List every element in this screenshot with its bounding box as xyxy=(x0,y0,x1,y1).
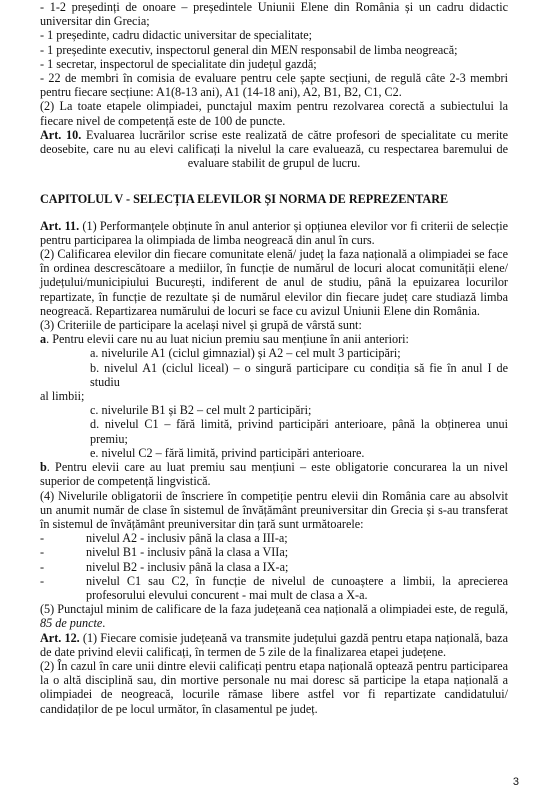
article-11-p3: (3) Criteriile de participare la același nivel și grupă de vârstă sunt: xyxy=(40,318,362,333)
list-item xyxy=(40,574,508,602)
article-10-line-3: evaluare stabilit de grupul de lucru. xyxy=(187,156,361,171)
article-text: (1) Performanțele obținute în anul anterior și opțiunea elevilor vor fi criterii de selecție pentru participarea la olimpiada de limba neogreacă din anul în curs. xyxy=(40,218,508,247)
list-item: b. nivelul A1 (ciclul liceal) – o singură participare cu condiția să fie în anul I de studiu xyxy=(90,360,508,389)
article-text: (1) Fiecare comisie județeană va transmite județului gazdă pentru etapa națională, baza de date privind elevii calificați, în termen de 5 zile de la finalizarea etapei județene. xyxy=(40,630,508,659)
article-label: Art. 11. xyxy=(40,218,80,233)
dash-mark: - xyxy=(40,559,45,574)
article-10 xyxy=(40,128,508,171)
article-12-p2: (2) În cazul în care unii dintre elevii calificați pentru etapa națională optează pentru participarea la o altă disciplină sau, din mortive personale nu mai doresc să participe la etapa națională a olimpiadei de neogreacă, locurile rămase libere astfel vor fi repartizate candidatului/ candidaților de pe locul următor, în clasamentul pe județ. xyxy=(40,658,508,716)
item-text: . Pentru elevii care nu au luat niciun premiu sau mențiune în anii anteriori: xyxy=(46,332,409,347)
article-12 xyxy=(40,631,508,716)
paragraph: (2) La toate etapele olimpiadei, punctajul maxim pentru rezolvarea corectă a subiectului la fiecare nivel de competență este de 100 de puncte. xyxy=(40,99,508,128)
list-item: e. nivelul C2 – fără limită, privind participări anterioare. xyxy=(90,445,365,460)
article-11-p1 xyxy=(40,219,508,247)
item-label: a xyxy=(40,332,47,347)
page-content xyxy=(40,0,508,716)
article-11-p4: (4) Nivelurile obligatorii de înscriere în competiție pentru elevii din România care au absolvit un anumit număr de clase în sistemul de învățământ preuniversitar din Grecia și s-au transferat în sistemul de învățământ preuniversitar din țară sunt următoarele: xyxy=(40,488,508,531)
list-item-continuation: al limbii; xyxy=(40,389,85,404)
list-item xyxy=(40,531,508,545)
paragraph-text: (5) Punctajul minim de calificare de la faza județeană cea națională a olimpiadei este, de regulă, xyxy=(40,602,508,617)
list-item-text: nivelul C1 sau C2, în funcție de nivelul de cunoaștere a limbii, la aprecierea profesorului elevului concurent - mai mult de clasa a X-a. xyxy=(86,573,508,602)
list-item xyxy=(40,545,508,559)
article-12-p1 xyxy=(40,631,508,659)
chapter-title: CAPITOLUL V - SELECȚIA ELEVILOR ȘI NORMA DE REPREZENTARE xyxy=(40,192,449,207)
article-11-a xyxy=(40,332,508,346)
article-label: Art. 12. xyxy=(40,630,80,645)
list-item: d. nivelul C1 – fără limită, privind participări anterioare, până la obținerea unui premiu; xyxy=(90,417,508,446)
italic-text: 85 de puncte xyxy=(40,616,103,631)
list-item: - 1 președinte, cadru didactic universitar de specialitate; xyxy=(40,28,313,43)
article-10-line-1 xyxy=(40,128,508,142)
list-item xyxy=(40,560,508,574)
article-11 xyxy=(40,219,508,631)
list-item-text: nivelul A2 - inclusiv până la clasa a III-a; xyxy=(86,531,288,546)
list-item: - 1-2 președinți de onoare – președintele Uniunii Elene din România și un cadru didactic universitar din Grecia; xyxy=(40,0,508,29)
article-text: Evaluarea lucrărilor scrise este realizată de către profesori de specialitate cu merite xyxy=(81,127,508,142)
paragraph-end: . xyxy=(102,616,106,631)
dash-mark: - xyxy=(40,573,45,588)
list-item: - 22 de membri în comisia de evaluare pentru cele șapte secțiuni, de regulă câte 2-3 membri pentru fiecare secțiune: A1(8-13 ani), A1 (14-18 ani), A2, B1, B2, C1, C2. xyxy=(40,71,508,100)
article-label: Art. 10. xyxy=(40,127,82,142)
list-item: c. nivelurile B1 și B2 – cel mult 2 participări; xyxy=(90,403,312,418)
list-item-text: nivelul B2 - inclusiv până la clasa a IX-a; xyxy=(86,559,289,574)
list-item: - 1 președinte executiv, inspectorul general din MEN responsabil de limba neogreacă; xyxy=(40,42,458,57)
article-11-b xyxy=(40,460,508,488)
article-11-p5 xyxy=(40,602,508,630)
article-11-p2: (2) Calificarea elevilor din fiecare comunitate elenă/ județ la faza națională a olimpiadei se face în ordinea descrescătoare a mediilor, în funcție de numărul de locuri alocat comunității elene/ județului/municipiului București, indiferent de anul de studiu, până la epuizarea locurilor repartizate, în funcție de rezultate și de numărul elevilor din fiecare județ care studiază limba neogreacă. Repartizarea numărului de locuri se face cu avizul Uniunii Elene din România. xyxy=(40,247,508,318)
dash-mark: - xyxy=(40,531,45,546)
list-item: a. nivelurile A1 (ciclul gimnazial) și A2 – cel mult 3 participări; xyxy=(90,346,401,361)
article-10-line-2: deosebite, care nu au elevi calificați la nivelul la care evaluează, cu respectarea baremului de xyxy=(40,142,508,157)
dash-mark: - xyxy=(40,545,45,560)
list-item-text: nivelul B1 - inclusiv până la clasa a VIIa; xyxy=(86,545,289,560)
page-number: 3 xyxy=(512,775,519,788)
item-text: . Pentru elevii care au luat premiu sau mențiuni – este obligatorie concurarea la un nivel superior de competență lingvistică. xyxy=(40,460,508,489)
item-label: b xyxy=(40,460,47,475)
list-item: - 1 secretar, inspectorul de specialitate din județul gazdă; xyxy=(40,56,317,71)
